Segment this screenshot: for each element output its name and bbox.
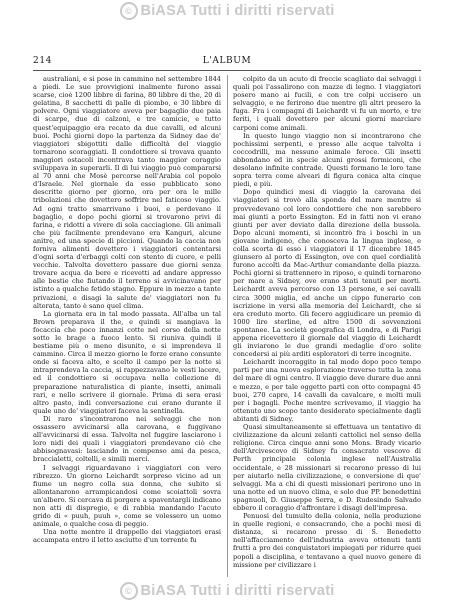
watermark-text: BiASA Tutti i diritti riservati: [140, 3, 335, 19]
paragraph: I selvaggi riguardavano i viaggiatori con vero ribrezzo. Un giorno Leichardt sorpreso vicino ad un fiume un negro colla sua donna, che subito si allontanarono arrampicandosi come scoiattoli sovra un'albero. Si cercava di porgere a spaventargli indicano non atti di dispregio, e di rabbia mandando l'acuto grido di « puuh, puuh », come se volessero un uomo animale, o qualche cosa di peggio.: [33, 463, 221, 529]
watermark-bottom: [0, 582, 454, 600]
paragraph: Una notte mentre il drappello dei viaggiatori erasi accampata entro il letto asciutto d'un torrente fu: [33, 528, 221, 545]
paragraph: La giornata era in tal modo passata. All'alba un tal Brown preparava il the, e quindi si mangiava la focaccia che poco innanzi cotte nel corso della notte sotto le brage a fuoco lento. Si riuniva quindi il bestiame più o meno disunito, e si imprendeva il cammino. Circa il mezzo giorno le forze erano consunte onde si faceva alto, e scelto il campo per la notte si intraprendeva la caccia, si rappezzavano le vesti lacere, ed il condottiero si occupava nella collezione di preparazione naturalistica di piante, insetti, animali rari, e nello scrivere il giornale. Prima di sera erasi altro pasto, indi conversazione cui erano durante il quale uno de' viaggiatori faceva la sentinella.: [33, 309, 221, 415]
copyright-seal-icon: ©: [120, 2, 138, 20]
paragraph: australiani, e si pose in cammino nel settembre 1844 a piedi. Le sue provvigioni inalmente furono assai scarse, cioè 1200 libbre di farina, 80 libbre di the, 20 di gelatina, 8 sacchetti di palle di piombo, e 30 libbre di polvere. Ogni viaggiatore aveva per bagaglio due paia di scarpe, due di calzoni, e tre camicie, e tutto quest'equipaggio era recato da due cavalli, ed alcuni buoi. Pochi giorni dopo la partenza da Sidney dae de' viaggiatori sbigottiti dalle difficoltà del viaggio tornarono scoraggiati. Il condottiere si trovava quanto maggiori ostacoli incontrava tanto maggior coraggio sviluppava in superarli. Il di lui viaggio può compararsi al 70 anni che Mosè percorse nell'Arabia col popolo d'Israele. Nel giornale da esso pubblicato sono descritte giorno per giorno, ora per ora le mille tribolazioni che dovettero soffrire nel faticoso viaggio. Ad ogni tratto smarrivano i buoi, e perdevano il bagaglio, e dopo pochi giorni si trovarono privi di farina, e ridotti a vivere di sola cacciagione. Gli animali che più facilmente prendevano era Kanguri, alcune anitre, ed una specie di piccioni. Quando la caccia non forniva alimenti dovettero i viaggiatori contentarsi d'ogni sorta d'erbaggi colti con stento di cuore, e pelli vecchie. Talvolta dovettero passare due giorni senza trovare acqua da bere e ricevetti ad andare appresso alle bestie che fiutando il terreno si avvicinavano per istinto a qualche fetido stagno. Eppure in mezzo a tante privazioni, e disagi la salute de' viaggiatori non fu alterata, tanto è sano quel clima.: [33, 75, 221, 310]
running-head: [33, 56, 421, 71]
paragraph: Quasi simultaneamente si effettuava un tentativo di civilizzazione da alcuni zelanti cattolici nel senso della religione. Circa cinque anni sono Mons. Brady vicario dell'Arcivescovo di Sidney fu consacrato vescovo di Perth principale colonia inglese nell'Australia occidentale, e 28 missionari si recarono presso di lui per aiutarlo nella civilizzazione, e conversione di que' selvaggi. Ma a chi di questi missionari perirono uno in una notte ed un nuovo clima, e solo due PP. benedettini spagnuoli, D. Giuseppe Serra, e D. Rudesindo Salvado ebbero il coraggio d'affrontare i disagi dell'impresa.: [233, 423, 421, 512]
column-divider: [227, 75, 228, 577]
copyright-seal-icon: ©: [120, 582, 138, 600]
paragraph: Leichardt incoraggito in tal modo dopo poco tempo parti per una nuova esplorazione traverso tutta la zona del mare di ogni centro. Il viaggio deve durare due anni e mezzo, e per tale oggetto partì con otto compagni 45 buoi, 270 capre, 14 cavalli da cavalcare, e molti muli per i bagagli. Poche mentre scrivevamo, il viaggio ha ottenuto uno scopo tanto desiderato specialmente dagli abitanti di Sidney.: [233, 358, 421, 423]
journal-title: L'ALBUM: [202, 56, 252, 66]
watermark-top: [0, 2, 454, 20]
column-left: [33, 75, 221, 577]
paragraph: colpito da un acuto di freccie scagliato dai selvaggi i quali poi l'assalirono con mazze di legno. I viaggiatori posero mano ai fucili, e con tre colpi uccisero un selvaggio, e ne ferirono due mentre gli altri presero la fuga. Fra i compagni di Leichardt vi fu un morto, e tre feriti, i quali dovettero per alcuni giorni marciare carponi come animali.: [233, 75, 421, 132]
paragraph: Dopo quindici mesi di viaggio la carovana dei viaggiatori si trovò alla sponda del mare mentre si provvedevano col loro condottiere che non sarebbero mai giunti a porto Essington. Ed in fatti non vi erano giunti per aver deviato dalla direzione della bussola. Dopo alcuni momenti, si incontrò fra i boschi in un giovane indigeno, che conosceva la lingua inglese, e colla scorta di esso i viaggiatori il 17 dicembre 1845 giunsero al porto di Essington, ove con quel cordialità furono accolti da Mac-Arthur comandante della piazza. Pochi giorni si trattennero in riposo, e quindi tornarono per mare a Sidney, ove erano stati tenuti per morti. Leichardt aveva percorso con 13 persone, e sei cavalli circa 3000 miglia, ed anche un cippo funerario con iscrizione in versi alla memoria del Leichardt, che si era creduto morto. Gli fecero aggiudicare un premio di 1000 lire sterline, ed altre 1500 di sovvenzioni spontanee. La società geografica di Londra, e di Parigi appena ricevettero il giornale del viaggio di Leichardt gli inviarono le due grandi medaglie d'oro solite concedersi ai più arditi esploratori di terre incognite.: [233, 188, 421, 359]
text-columns: [33, 75, 421, 577]
paragraph: Di raro s'incontrarono nei selvaggi che non ossassero avvicinarsi alla carovana, e fuggivano all'avvicinarsi di essa. Talvolta nel fuggire lasciarono i loro nidi dei quali i viaggiatori prendevano ciò che abbisognavasi: lasciando in compenso ami da pesca, braccialetti, coltelli, e simili merci.: [33, 414, 221, 464]
watermark-text: BiASA Tutti i diritti riservati: [140, 583, 335, 599]
paragraph: Penuosi del tumulto della colonia, nella produzione in quelle regioni, e consacrando, che a pochi mesi di distanza, si recarono presso di S. Benedetto nell'affacciamento dell'industria aveva ottenuti tanti frutti a pro dei conquistatori impiegati per ridurre quei popoli a disciplina, e tentavano a quel nuovo genere di missione per civilizzare i: [233, 512, 421, 569]
page-number: 214: [33, 56, 52, 66]
journal-page: [33, 56, 421, 580]
paragraph: In questo lungo viaggio non si incontrarono che pochissimi serpenti, e presso alle acque talvolta i coccodrilli, ma nessuno animale feroce. Gli insetti abbondano ed in specie alcuni grossi formiconi, che desolano infinite contrade. Questi formano le loro tane sopra terra come alveari di figura conica alta cinque piedi, e più.: [233, 131, 421, 189]
column-right: [233, 75, 421, 577]
